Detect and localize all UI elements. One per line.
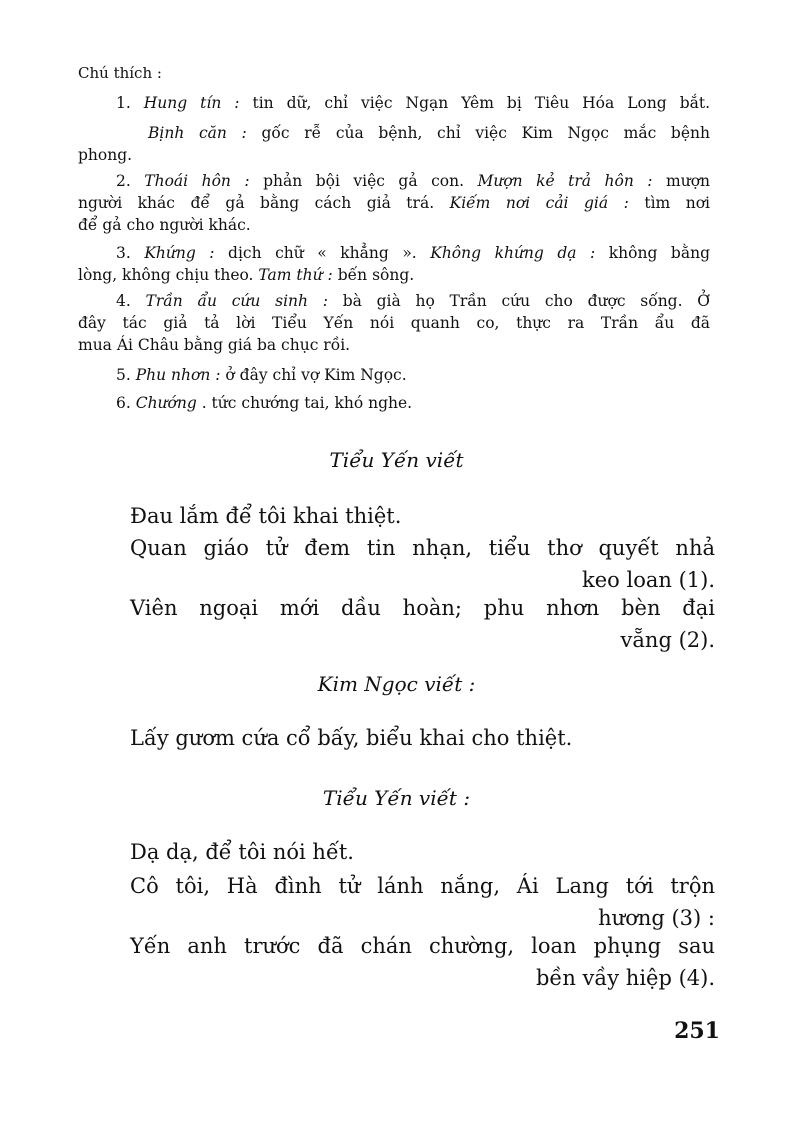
note-line <box>78 334 710 356</box>
note-text: để gả cho người khác. <box>78 216 251 234</box>
note-text: dịch chữ « khẳng ». <box>214 244 431 262</box>
note-text: 6. <box>116 394 136 412</box>
note-line <box>78 242 710 264</box>
verse-text: Viên ngoại mới dầu hoàn; phu nhơn bèn đại <box>130 596 715 620</box>
verse-continuation: keo loan (1). <box>582 568 715 592</box>
note-term: Tam thứ : <box>258 266 333 284</box>
notes-heading: Chú thích : <box>78 64 162 82</box>
note-line <box>78 144 710 166</box>
verse-line <box>130 722 715 754</box>
note-term: Thoái hôn : <box>144 172 250 190</box>
note-term: Khứng : <box>144 244 215 262</box>
note-text: phản bội việc gả con. <box>249 172 478 190</box>
note-text: 5. <box>116 366 136 384</box>
note-line <box>78 214 710 236</box>
note-text: mượn <box>652 172 711 190</box>
note-term: Kiếm nơi cải giá : <box>449 194 629 212</box>
verse-text: Yến anh trước đã chán chường, loan phụng sau <box>130 934 715 958</box>
speaker-heading: Tiểu Yến viết : <box>322 786 471 810</box>
note-line <box>78 290 710 312</box>
speaker-heading: Tiểu Yến viết <box>329 448 464 472</box>
note-line <box>78 264 710 286</box>
note-term: Bịnh căn : <box>148 124 247 142</box>
verse-line <box>130 500 715 532</box>
verse-line <box>130 870 715 934</box>
note-line <box>78 92 710 114</box>
note-text: 2. <box>116 172 145 190</box>
note-text: tìm nơi <box>628 194 710 212</box>
verse-text: Đau lắm để tôi khai thiệt. <box>130 504 402 528</box>
note-text: . tức chướng tai, khó nghe. <box>196 394 413 412</box>
note-term: Hung tín : <box>143 94 240 112</box>
note-text: 1. <box>116 94 144 112</box>
note-text: đây tác giả tả lời Tiểu Yến nói quanh co, thực ra Trần ẩu đã <box>78 314 710 332</box>
note-text: gốc rễ của bệnh, chỉ việc Kim Ngọc mắc bệnh <box>246 124 710 142</box>
note-text: bến sông. <box>332 266 415 284</box>
note-text: không bằng <box>595 244 710 262</box>
note-text: ở đây chỉ vợ Kim Ngọc. <box>220 366 407 384</box>
note-line <box>78 312 710 334</box>
verse-continuation: bền vầy hiệp (4). <box>535 966 715 990</box>
note-text: phong. <box>78 146 133 164</box>
note-line <box>78 192 710 214</box>
note-line <box>78 122 710 144</box>
speaker-heading: Kim Ngọc viết : <box>317 672 476 696</box>
note-text: mua Ái Châu bằng giá ba chục rồi. <box>78 336 351 354</box>
verse-text: Quan giáo tử đem tin nhạn, tiểu thơ quyết nhả <box>130 536 715 560</box>
note-term: Mượn kẻ trả hôn : <box>477 172 653 190</box>
note-text: 4. <box>116 292 146 310</box>
note-text: bà già họ Trần cứu cho được sống. Ở <box>327 292 710 310</box>
verse-continuation: vẵng (2). <box>620 628 715 652</box>
note-line <box>78 392 710 414</box>
note-term: Không khứng dạ : <box>430 244 596 262</box>
verse-continuation: hương (3) : <box>598 906 715 930</box>
note-line <box>78 170 710 192</box>
note-text: tin dữ, chỉ việc Ngạn Yêm bị Tiêu Hóa Long bắt. <box>239 94 711 112</box>
note-text: lòng, không chịu theo. <box>78 266 259 284</box>
verse-line <box>130 836 715 868</box>
note-text: người khác để gả bằng cách giả trá. <box>78 194 450 212</box>
note-term: Chướng <box>135 394 197 412</box>
note-line <box>78 364 710 386</box>
verse-line <box>130 592 715 656</box>
note-term: Trần ẩu cứu sinh : <box>145 292 328 310</box>
verse-text: Lấy gươm cứa cổ bấy, biểu khai cho thiệt. <box>130 726 573 750</box>
note-term: Phu nhơn : <box>135 366 221 384</box>
note-text: 3. <box>116 244 145 262</box>
page-number: 251 <box>674 1018 720 1044</box>
verse-line <box>130 930 715 994</box>
verse-line <box>130 532 715 596</box>
verse-text: Dạ dạ, để tôi nói hết. <box>130 840 354 864</box>
verse-text: Cô tôi, Hà đình tử lánh nắng, Ái Lang tới trộn <box>130 874 715 898</box>
